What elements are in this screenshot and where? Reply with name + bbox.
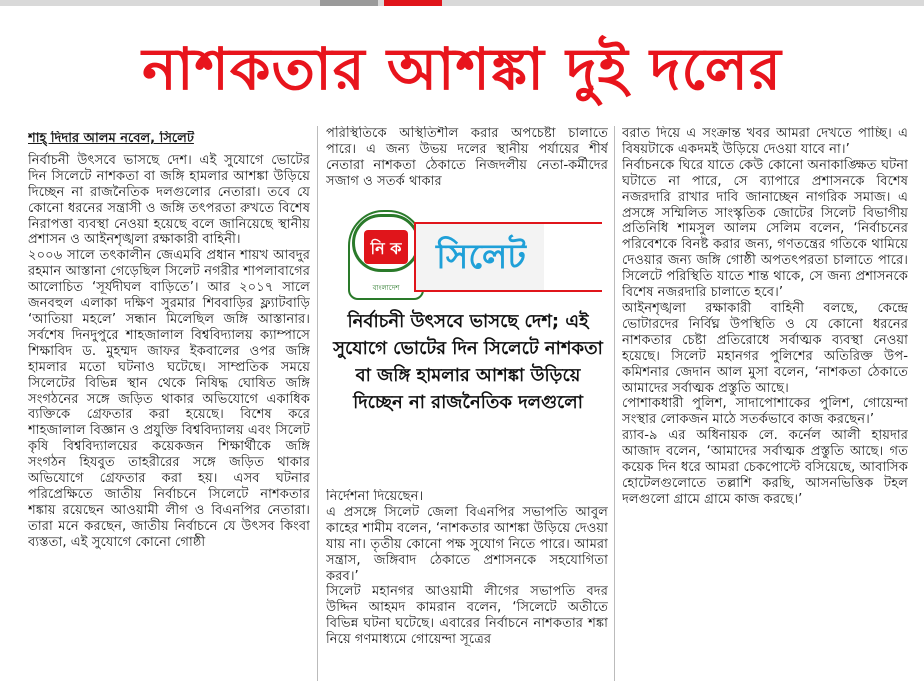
election-commission-logo (348, 210, 424, 300)
top-color-bar (0, 0, 924, 6)
city-label-box (414, 222, 548, 292)
paragraph: নির্দেশনা দিয়েছেন। (326, 489, 424, 504)
paragraph: এ প্রসঙ্গে সিলেট জেলা বিএনপির সভাপতি আবুল কাহের শামীম বলেন, ‘নাশকতার আশঙ্কা উড়িয়ে দেওয়া যায় না। তৃতীয় কোনো পক্ষ সুযোগ নিতে পারে। আমরা সন্ত্রাস, জঙ্গিবাদ ঠেকাতে প্রশাসনকে সহযোগিতা করব।’ (326, 504, 608, 584)
paragraph: আইনশৃঙ্খলা রক্ষাকারী বাহিনী বলছে, কেন্দ্রে ভোটারদের নির্বিঘ্ন উপস্থিতি ও যে কোনো ধরনের নাশকতার চেষ্টা প্রতিরোধে সর্বাত্মক ব্যবস্থা নেওয়া হয়েছে। সিলেট মহানগর পুলিশের অতিরিক্ত উপ-কমিশনার জেদান আল মুসা বলেন, ‘নাশকতা ঠেকাতে আমাদের সর্বাত্মক প্রস্তুতি আছে। (622, 300, 908, 396)
column-divider (614, 126, 615, 681)
top-bar-red-segment (384, 0, 442, 6)
city-label: সিলেট (436, 237, 526, 277)
byline: শাহ্ দিদার আলম নবেল, সিলেট (28, 131, 194, 146)
column-2-bottom (326, 489, 608, 681)
column-2-top (326, 126, 608, 206)
column-3 (622, 126, 908, 681)
logo-label: বাংলাদেশ (372, 284, 400, 292)
paragraph: র‍্যাব-৯ এর অধিনায়ক লে. কর্নেল আলী হায়দার আজাদ বলেন, ‘আমাদের সর্বাত্মক প্রস্তুতি আছে। গত কয়েক দিন ধরে আমরা চেকপোস্টে বসিয়েছে, আবাসিক হোটেলগুলোতে তল্লাশি করছি, আসনভিত্তিক টহল দলগুলো গ্রামে গ্রামে কাজ করছে।’ (622, 428, 908, 507)
pull-quote: নির্বাচনী উৎসবে ভাসছে দেশ; এই সুযোগে ভোটের দিন সিলেটে নাশকতা বা জঙ্গি হামলার আশঙ্কা উড়িয়ে দিচ্ছেন না রাজনৈতিক দলগুলো (333, 311, 603, 413)
paragraph: ২০০৬ সালে তৎকালীন জেএমবি প্রধান শায়খ আবদুর রহমান আস্তানা গেড়েছিল সিলেট নগরীর শাপলাবাগের আলোচিত ‘সূর্যদীঘল বাড়িতে’। আর ২০১৭ সালে জনবহুল এলাকা দক্ষিণ সুরমার শিববাড়ির ফ্ল্যাটবাড়ি ‘আতিয়া মহলে’ সন্ধান মিলেছিল জঙ্গি আস্তানার। সর্বশেষ দিনদুপুরে শাহজালাল বিশ্ববিদ্যালয় ক্যাম্পাসে শিক্ষাবিদ ড. মুহম্মদ জাফর ইকবালের ওপর জঙ্গি হামলার মতো ঘটনাও ঘটেছে। সাম্প্রতিক সময়ে সিলেটের বিভিন্ন স্থান থেকে নিষিদ্ধ ঘোষিত জঙ্গি সংগঠনের সঙ্গে জড়িত থাকার অভিযোগে একাধিক ব্যক্তিকে গ্রেফতার করা হয়েছে। বিশেষ করে শাহজালাল বিজ্ঞান ও প্রযুক্তি বিশ্ববিদ্যালয় এবং সিলেট কৃষি বিশ্ববিদ্যালয়ের কয়েকজন শিক্ষার্থীকে জঙ্গি সংগঠন হিযবুত তাহরীরের সঙ্গে জড়িত থাকার অভিযোগে গ্রেফতার করা হয়। এসব ঘটনার পরিপ্রেক্ষিতে জাতীয় নির্বাচনে সিলেটে নাশকতার শঙ্কায় রয়েছেন আওয়ামী লীগ ও বিএনপির নেতারা। তারা মনে করছেন, জাতীয় নির্বাচনে যে উৎসব কিংবা ব্যস্ততা, এই সুযোগে কোনো গোষ্ঠী (28, 248, 310, 550)
paragraph: সিলেট মহানগর আওয়ামী লীগের সভাপতি বদর উদ্দিন আহমদ কামরান বলেন, ‘সিলেটে অতীতে বিভিন্ন ঘটনা ঘটেছে। এবারের নির্বাচনে নাশকতার শঙ্কা নিয়ে গণমাধ্যমে গোয়েন্দা সূত্রের (326, 584, 608, 648)
headline: নাশকতার আশঙ্কা দুই দলের (142, 35, 782, 103)
logo-symbol-text: নি ক (370, 239, 402, 258)
column-divider (317, 126, 318, 681)
sylhet-badge (340, 206, 602, 298)
paragraph: পোশাকধারী পুলিশ, সাদাপোশাকের পুলিশ, গোয়েন্দা সংস্থার লোকজন মাঠে সতর্কভাবে কাজ করছেন।’ (622, 396, 908, 428)
paragraph: নির্বাচনকে ঘিরে যাতে কেউ কোনো অনাকাঙ্ক্ষিত ঘটনা ঘটাতে না পারে, সে ব্যাপারে প্রশাসনকে বিশেষ নজরদারি রাখার দাবি জানাচ্ছেন নাগরিক সমাজ। এ প্রসঙ্গে সম্মিলিত সাংস্কৃতিক জোটের সিলেট বিভাগীয় প্রতিনিধি শামসুল আলম সেলিম বলেন, ‘নির্বাচনের পরিবেশকে বিনষ্ট করার জন্য, গণতন্ত্রের গতিকে থামিয়ে দেওয়ার জন্য জঙ্গি গোষ্ঠী অপতৎপরতা চালাতে পারে। সিলেটে পরিস্থিতি যাতে শান্ত থাকে, সে জন্য প্রশাসনকে বিশেষ নজরদারি চালাতে হবে।’ (622, 157, 908, 301)
city-label-tail (544, 222, 602, 292)
paragraph: নির্বাচনী উৎসবে ভাসছে দেশ। এই সুযোগে ভোটের দিন সিলেটে নাশকতা বা জঙ্গি হামলার আশঙ্কা উড়িয়ে দিচ্ছেন না রাজনৈতিক দলগুলোর নেতারা। তবে যে কোনো ধরনের সন্ত্রাসী ও জঙ্গি তৎপরতা রুখতে বিশেষ নিরাপত্তা ব্যবস্থা নেওয়া হয়েছে বলে জানিয়েছে স্থানীয় প্রশাসন ও আইনশৃঙ্খলা রক্ষাকারী বাহিনী। (28, 152, 310, 248)
column-1 (28, 131, 310, 679)
paragraph: পরিস্থিতিকে অস্থিতিশীল করার অপচেষ্টা চালাতে পারে। এ জন্য উভয় দলের স্থানীয় পর্যায়ের শীর্ষ নেতারা নাশকতা ঠেকাতে নিজদলীয় নেতা-কর্মীদের সজাগ ও সতর্ক থাকার (326, 126, 608, 189)
top-bar-gray-segment (320, 0, 378, 6)
paragraph: বরাত দিয়ে এ সংক্রান্ত খবর আমরা দেখতে পাচ্ছি। এ বিষয়টাকে একদমই উড়িয়ে দেওয়া যাবে না।’ (622, 126, 908, 157)
